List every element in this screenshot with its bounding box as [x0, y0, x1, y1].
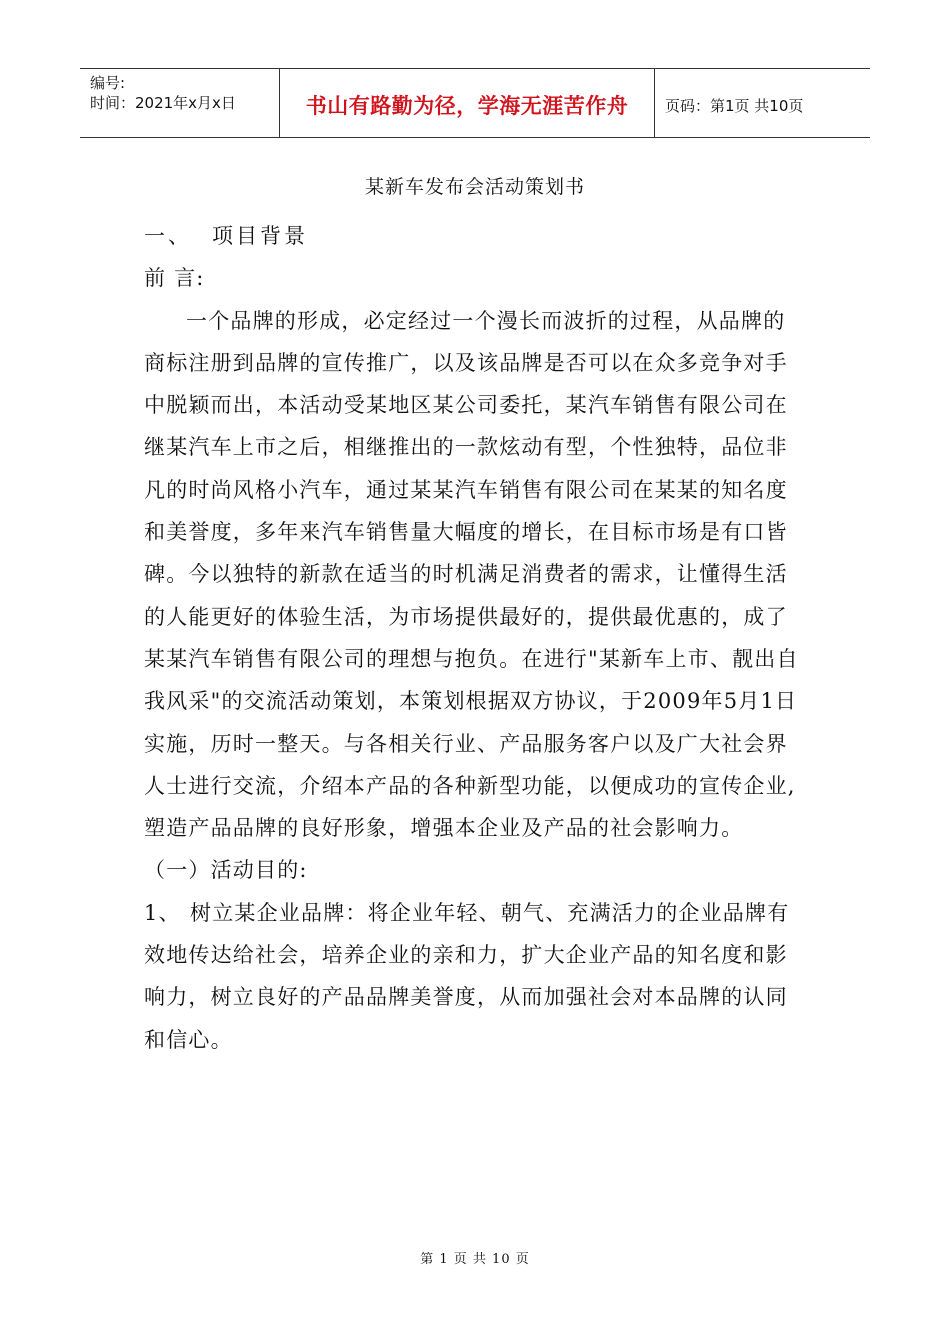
section-number: 一、	[144, 224, 192, 248]
preface-label: 前 言:	[144, 266, 205, 291]
header-motto: 书山有路勤为径，学海无涯苦作舟	[280, 69, 655, 137]
document-title: 某新车发布会活动策划书	[364, 176, 585, 198]
document-body	[144, 215, 804, 1061]
list-item-text: 树立某企业品牌：将企业年轻、朝气、充满活力的企业品牌有效地传达给社会，培养企业的亲和力，扩大企业产品的知名度和影响力，树立良好的产品品牌美誉度，从而加强社会对本品牌的认同和信心。	[144, 900, 790, 1052]
list-item-number: 1、	[144, 900, 181, 925]
page-footer: 第 1 页 共 10 页	[420, 1252, 530, 1267]
subsection-heading: （一）活动目的:	[144, 858, 308, 883]
section-heading	[144, 215, 804, 257]
page-header	[80, 68, 870, 138]
header-meta-cell	[80, 69, 280, 137]
section-title: 项目背景	[212, 224, 308, 248]
document-number-label: 编号:	[90, 74, 126, 92]
preface-paragraph: 一个品牌的形成，必定经过一个漫长而波折的过程，从品牌的商标注册到品牌的宣传推广，以及该品牌是否可以在众多竞争对手中脱颖而出，本活动受某地区某公司委托，某汽车销售有限公司在继某汽车上市之后，相继推出的一款炫动有型，个性独特，品位非凡的时尚风格小汽车，通过某某汽车销售有限公司在某某的知名度和美誉度，多年来汽车销售量大幅度的增长，在目标市场是有口皆碑。今以独特的新款在适当的时机满足消费者的需求，让懂得生活的人能更好的体验生活，为市场提供最好的，提供最优惠的，成了某某汽车销售有限公司的理想与抱负。在进行"某新车上市、靓出自我风采"的交流活动策划，本策划根据双方协议，于2009年5月1日实施，历时一整天。与各相关行业、产品服务客户以及广大社会界人士进行交流，介绍本产品的各种新型功能，以便成功的宣传企业,塑造产品品牌的良好形象，增强本企业及产品的社会影响力。	[144, 308, 799, 841]
list-item	[144, 892, 804, 1061]
document-date-label: 时间：2021年x月x日	[90, 94, 236, 112]
header-page-number: 页码：第1页 共10页	[665, 96, 804, 115]
